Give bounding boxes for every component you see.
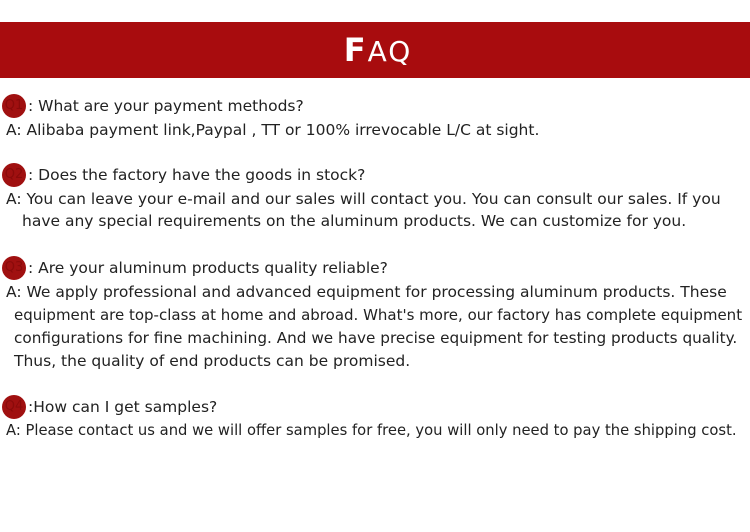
- answer-line: Thus, the quality of end products can be promised.: [14, 352, 411, 370]
- banner-title-initial: F: [343, 31, 368, 69]
- answer-line: A: We apply professional and advanced equipment for processing aluminum products. These: [6, 283, 727, 301]
- question-text: : What are your payment methods?: [28, 97, 304, 115]
- faq-banner: [0, 22, 750, 78]
- banner-title-rest: AQ: [367, 35, 413, 68]
- answer-line: configurations for fine machining. And we have precise equipment for testing products quality.: [14, 329, 738, 347]
- answer-line: A: Please contact us and we will offer samples for free, you will only need to pay the shipping cost.: [6, 422, 737, 439]
- question-text: : Are your aluminum products quality reliable?: [28, 259, 388, 277]
- question-number-badge: Q4: [2, 395, 26, 419]
- answer-line: A: Alibaba payment link,Paypal , TT or 100% irrevocable L/C at sight.: [6, 121, 540, 139]
- question-number-badge: Q3: [2, 256, 26, 280]
- question-number-badge: Q1: [2, 94, 26, 118]
- answer-line: equipment are top-class at home and abroad. What's more, our factory has complete equipment: [14, 306, 743, 324]
- question-text: :How can I get samples?: [28, 398, 218, 416]
- question-number-badge: Q2: [2, 163, 26, 187]
- answer-line: have any special requirements on the aluminum products. We can customize for you.: [22, 212, 687, 230]
- banner-title: [338, 31, 413, 69]
- question-text: : Does the factory have the goods in stock?: [28, 166, 366, 184]
- answer-line: A: You can leave your e-mail and our sales will contact you. You can consult our sales. If you: [6, 190, 721, 208]
